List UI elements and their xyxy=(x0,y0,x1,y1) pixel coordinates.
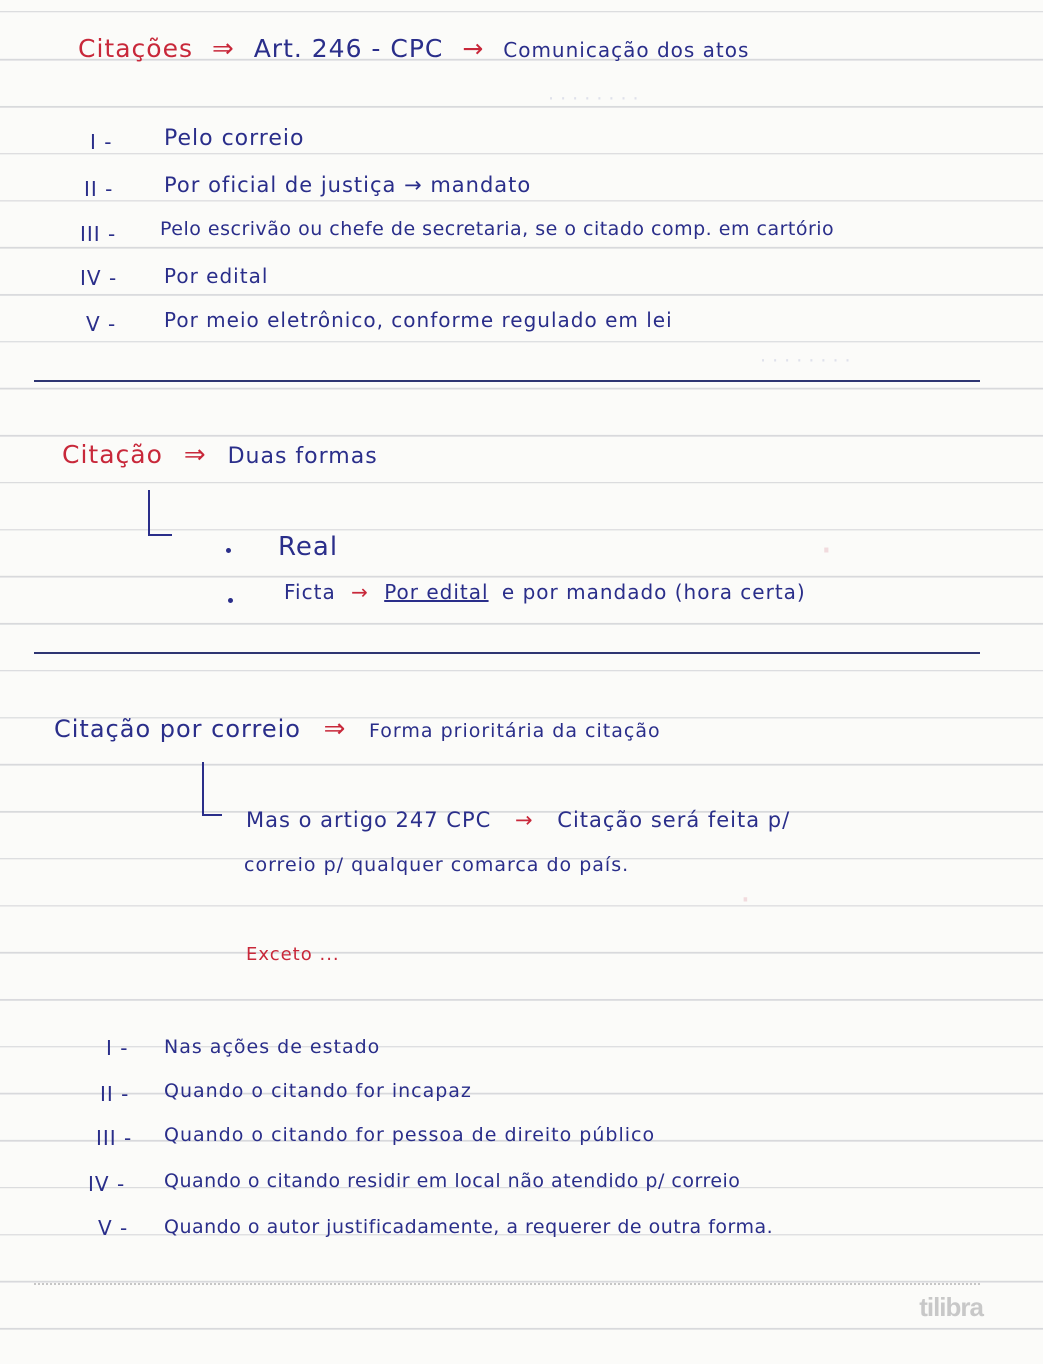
branch-arrow-icon xyxy=(148,490,172,536)
section-divider xyxy=(34,652,980,654)
section2-title: Citação xyxy=(62,440,163,469)
ficta-edital: Por edital xyxy=(384,580,489,604)
list-item: Pelo escrivão ou chefe de secretaria, se o citado comp. em cartório xyxy=(160,218,835,240)
double-arrow-icon: ⇒ xyxy=(211,34,235,64)
list-item-number: II - xyxy=(84,177,114,201)
bullet-icon xyxy=(226,548,231,553)
list-item: Nas ações de estado xyxy=(164,1036,381,1058)
line1-end: Citação será feita p/ xyxy=(557,808,791,832)
list-item: Quando o autor justificadamente, a requerer de outra forma. xyxy=(164,1216,774,1238)
section3-line2: correio p/ qualquer comarca do país. xyxy=(244,854,630,876)
brand-logo: tilibra xyxy=(919,1292,983,1322)
arrow-icon: → xyxy=(351,580,369,604)
list-item-number: V - xyxy=(86,312,117,336)
list-item-number: I - xyxy=(106,1036,129,1060)
section3-heading xyxy=(54,714,661,744)
section3-line1 xyxy=(246,808,790,832)
double-arrow-icon: ⇒ xyxy=(323,714,347,744)
section-divider xyxy=(34,380,980,382)
section2-heading xyxy=(62,440,378,470)
list-item-number: I - xyxy=(90,130,113,154)
list-item-number: IV - xyxy=(80,266,118,290)
arrow-icon: → xyxy=(515,808,534,832)
section1-subtitle: Comunicação dos atos xyxy=(503,38,750,62)
ficta-rest: e por mandado (hora certa) xyxy=(501,580,806,604)
section3-title: Citação por correio xyxy=(54,715,301,743)
double-arrow-icon: ⇒ xyxy=(183,440,207,470)
show-through-text: · · · · · · · · xyxy=(760,350,851,372)
show-through-text: · · · · · · · · xyxy=(548,88,639,110)
list-item: Quando o citando for pessoa de direito público xyxy=(164,1124,656,1146)
list-item-number: V - xyxy=(98,1216,129,1240)
branch-arrow-icon xyxy=(202,762,222,816)
list-item: Por oficial de justiça → mandato xyxy=(164,173,532,197)
real-label: Real xyxy=(278,532,339,562)
arrow-icon: → xyxy=(462,34,485,63)
list-item-number: IV - xyxy=(88,1172,126,1196)
bullet-icon xyxy=(228,598,233,603)
list-item: Quando o citando residir em local não atendido p/ correio xyxy=(164,1170,741,1192)
list-item-number: III - xyxy=(96,1126,133,1150)
section1-title: Citações xyxy=(78,34,193,63)
ficta-line xyxy=(284,580,806,604)
list-item: Por meio eletrônico, conforme regulado em lei xyxy=(164,308,673,332)
show-through-text: · xyxy=(820,528,833,574)
section1-article: Art. 246 - CPC xyxy=(253,34,444,63)
list-item: Quando o citando for incapaz xyxy=(164,1080,472,1102)
line1-start: Mas o artigo 247 CPC xyxy=(246,808,492,832)
list-item: Pelo correio xyxy=(164,126,305,151)
footer-dotted-line xyxy=(34,1283,980,1285)
show-through-text: · xyxy=(740,880,751,920)
section3-subtitle: Forma prioritária da citação xyxy=(369,720,661,742)
list-item-number: II - xyxy=(100,1082,130,1106)
list-item-number: III - xyxy=(80,222,117,246)
exceto-label: Exceto ... xyxy=(246,944,340,965)
list-item: Por edital xyxy=(164,264,269,288)
ficta-label: Ficta xyxy=(284,580,336,604)
section2-subtitle: Duas formas xyxy=(227,444,378,469)
section1-heading xyxy=(78,34,749,64)
